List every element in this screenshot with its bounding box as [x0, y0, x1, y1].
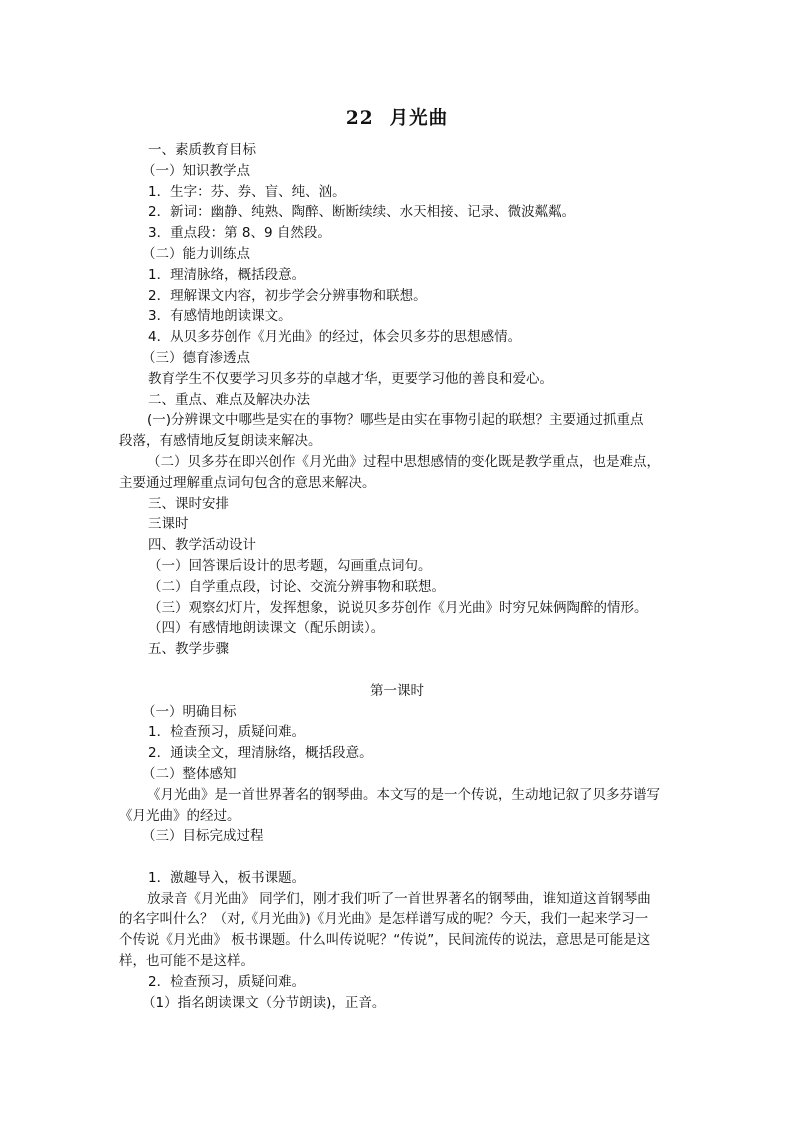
subsection-heading: （二）整体感知	[142, 765, 237, 782]
blank-line	[0, 847, 794, 868]
subsection-heading: （一）知识教学点	[142, 162, 250, 179]
list-item: 2．理解课文内容，初步学会分辨事物和联想。	[148, 287, 427, 304]
section-heading: 三、课时安排	[148, 495, 229, 512]
paragraph	[0, 785, 794, 827]
page-title	[0, 104, 794, 130]
paragraph	[0, 889, 794, 972]
blank-line	[0, 660, 794, 681]
section-heading: 四、教学活动设计	[148, 537, 256, 554]
document-body	[0, 140, 794, 1013]
paragraph	[0, 410, 794, 452]
body-text: 教育学生不仅要学习贝多芬的卓越才华，更要学习他的善良和爱心。	[148, 370, 553, 387]
lesson-heading: 第一课时	[370, 682, 424, 699]
paragraph-line: 放录音《月光曲》 同学们，刚才我们听了一首世界著名的钢琴曲，谁知道这首钢琴曲	[147, 890, 651, 907]
paragraph-line: （二）贝多芬在即兴创作《月光曲》过程中思想感情的变化既是教学重点，也是难点，	[147, 453, 660, 470]
section-heading: 二、重点、难点及解决办法	[148, 391, 310, 408]
list-item: 3．有感情地朗读课文。	[148, 308, 292, 325]
paragraph-line: 个传说《月光曲》 板书课题。什么叫传说呢？“传说”，民间流传的说法，意思是可能是这	[119, 932, 651, 949]
list-item: 2．通读全文，理清脉络，概括段意。	[148, 745, 373, 762]
paragraph-line: 《月光曲》是一首世界著名的钢琴曲。本文写的是一个传说，生动地记叙了贝多芬谱写	[147, 786, 660, 803]
lesson-title: 月光曲	[389, 108, 449, 129]
step-heading: 2．检查预习，质疑问难。	[148, 973, 306, 990]
paragraph-line: 的名字叫什么？（对,《月光曲》)《月光曲》是怎样谱写成的呢？今天，我们一起来学习一	[119, 911, 649, 928]
subsection-heading: （二）能力训练点	[142, 245, 250, 262]
list-item: 2．新词：幽静、纯熟、陶醉、断断续续、水天相接、记录、微波粼粼。	[148, 204, 576, 221]
section-heading: 五、教学步骤	[148, 641, 229, 658]
list-item: （一）回答课后设计的思考题，勾画重点词句。	[148, 557, 432, 574]
list-item: （1）指名朗读课文（分节朗读)，正音。	[142, 994, 386, 1011]
list-item: 4．从贝多芬创作《月光曲》的经过，体会贝多芬的思想感情。	[148, 329, 522, 346]
section-heading: 一、素质教育目标	[148, 142, 256, 158]
lesson-number: 22	[345, 108, 374, 129]
list-item: 1．检查预习，质疑问难。	[148, 724, 306, 741]
paragraph-line: (一)分辨课文中哪些是实在的事物？哪些是由实在事物引起的联想？主要通过抓重点	[147, 412, 644, 429]
subsection-heading: （三）德育渗透点	[142, 349, 250, 366]
list-item: 1．生字：芬、券、盲、纯、汹。	[148, 183, 346, 200]
list-item: 3．重点段：第 8、9 自然段。	[148, 225, 331, 242]
list-item: （二）自学重点段，讨论、交流分辨事物和联想。	[148, 578, 445, 595]
paragraph-line: 样，也可能不是这样。	[119, 953, 254, 970]
list-item: （四）有感情地朗读课文（配乐朗读）。	[148, 620, 385, 637]
subsection-heading: （三）目标完成过程	[142, 828, 264, 845]
list-item: （三）观察幻灯片，发挥想象，说说贝多芬创作《月光曲》时穷兄妹俩陶醉的情形。	[148, 599, 648, 616]
step-heading: 1．激趣导入，板书课题。	[148, 869, 306, 886]
paragraph	[0, 452, 794, 494]
paragraph-line: 《月光曲》的经过。	[119, 807, 241, 824]
body-text: 三课时	[148, 516, 189, 533]
list-item: 1．理清脉络，概括段意。	[148, 266, 306, 283]
subsection-heading: （一）明确目标	[142, 703, 237, 720]
paragraph-line: 段落，有感情地反复朗读来解决。	[119, 433, 322, 450]
paragraph-line: 主要通过理解重点词句包含的意思来解决。	[119, 474, 376, 491]
